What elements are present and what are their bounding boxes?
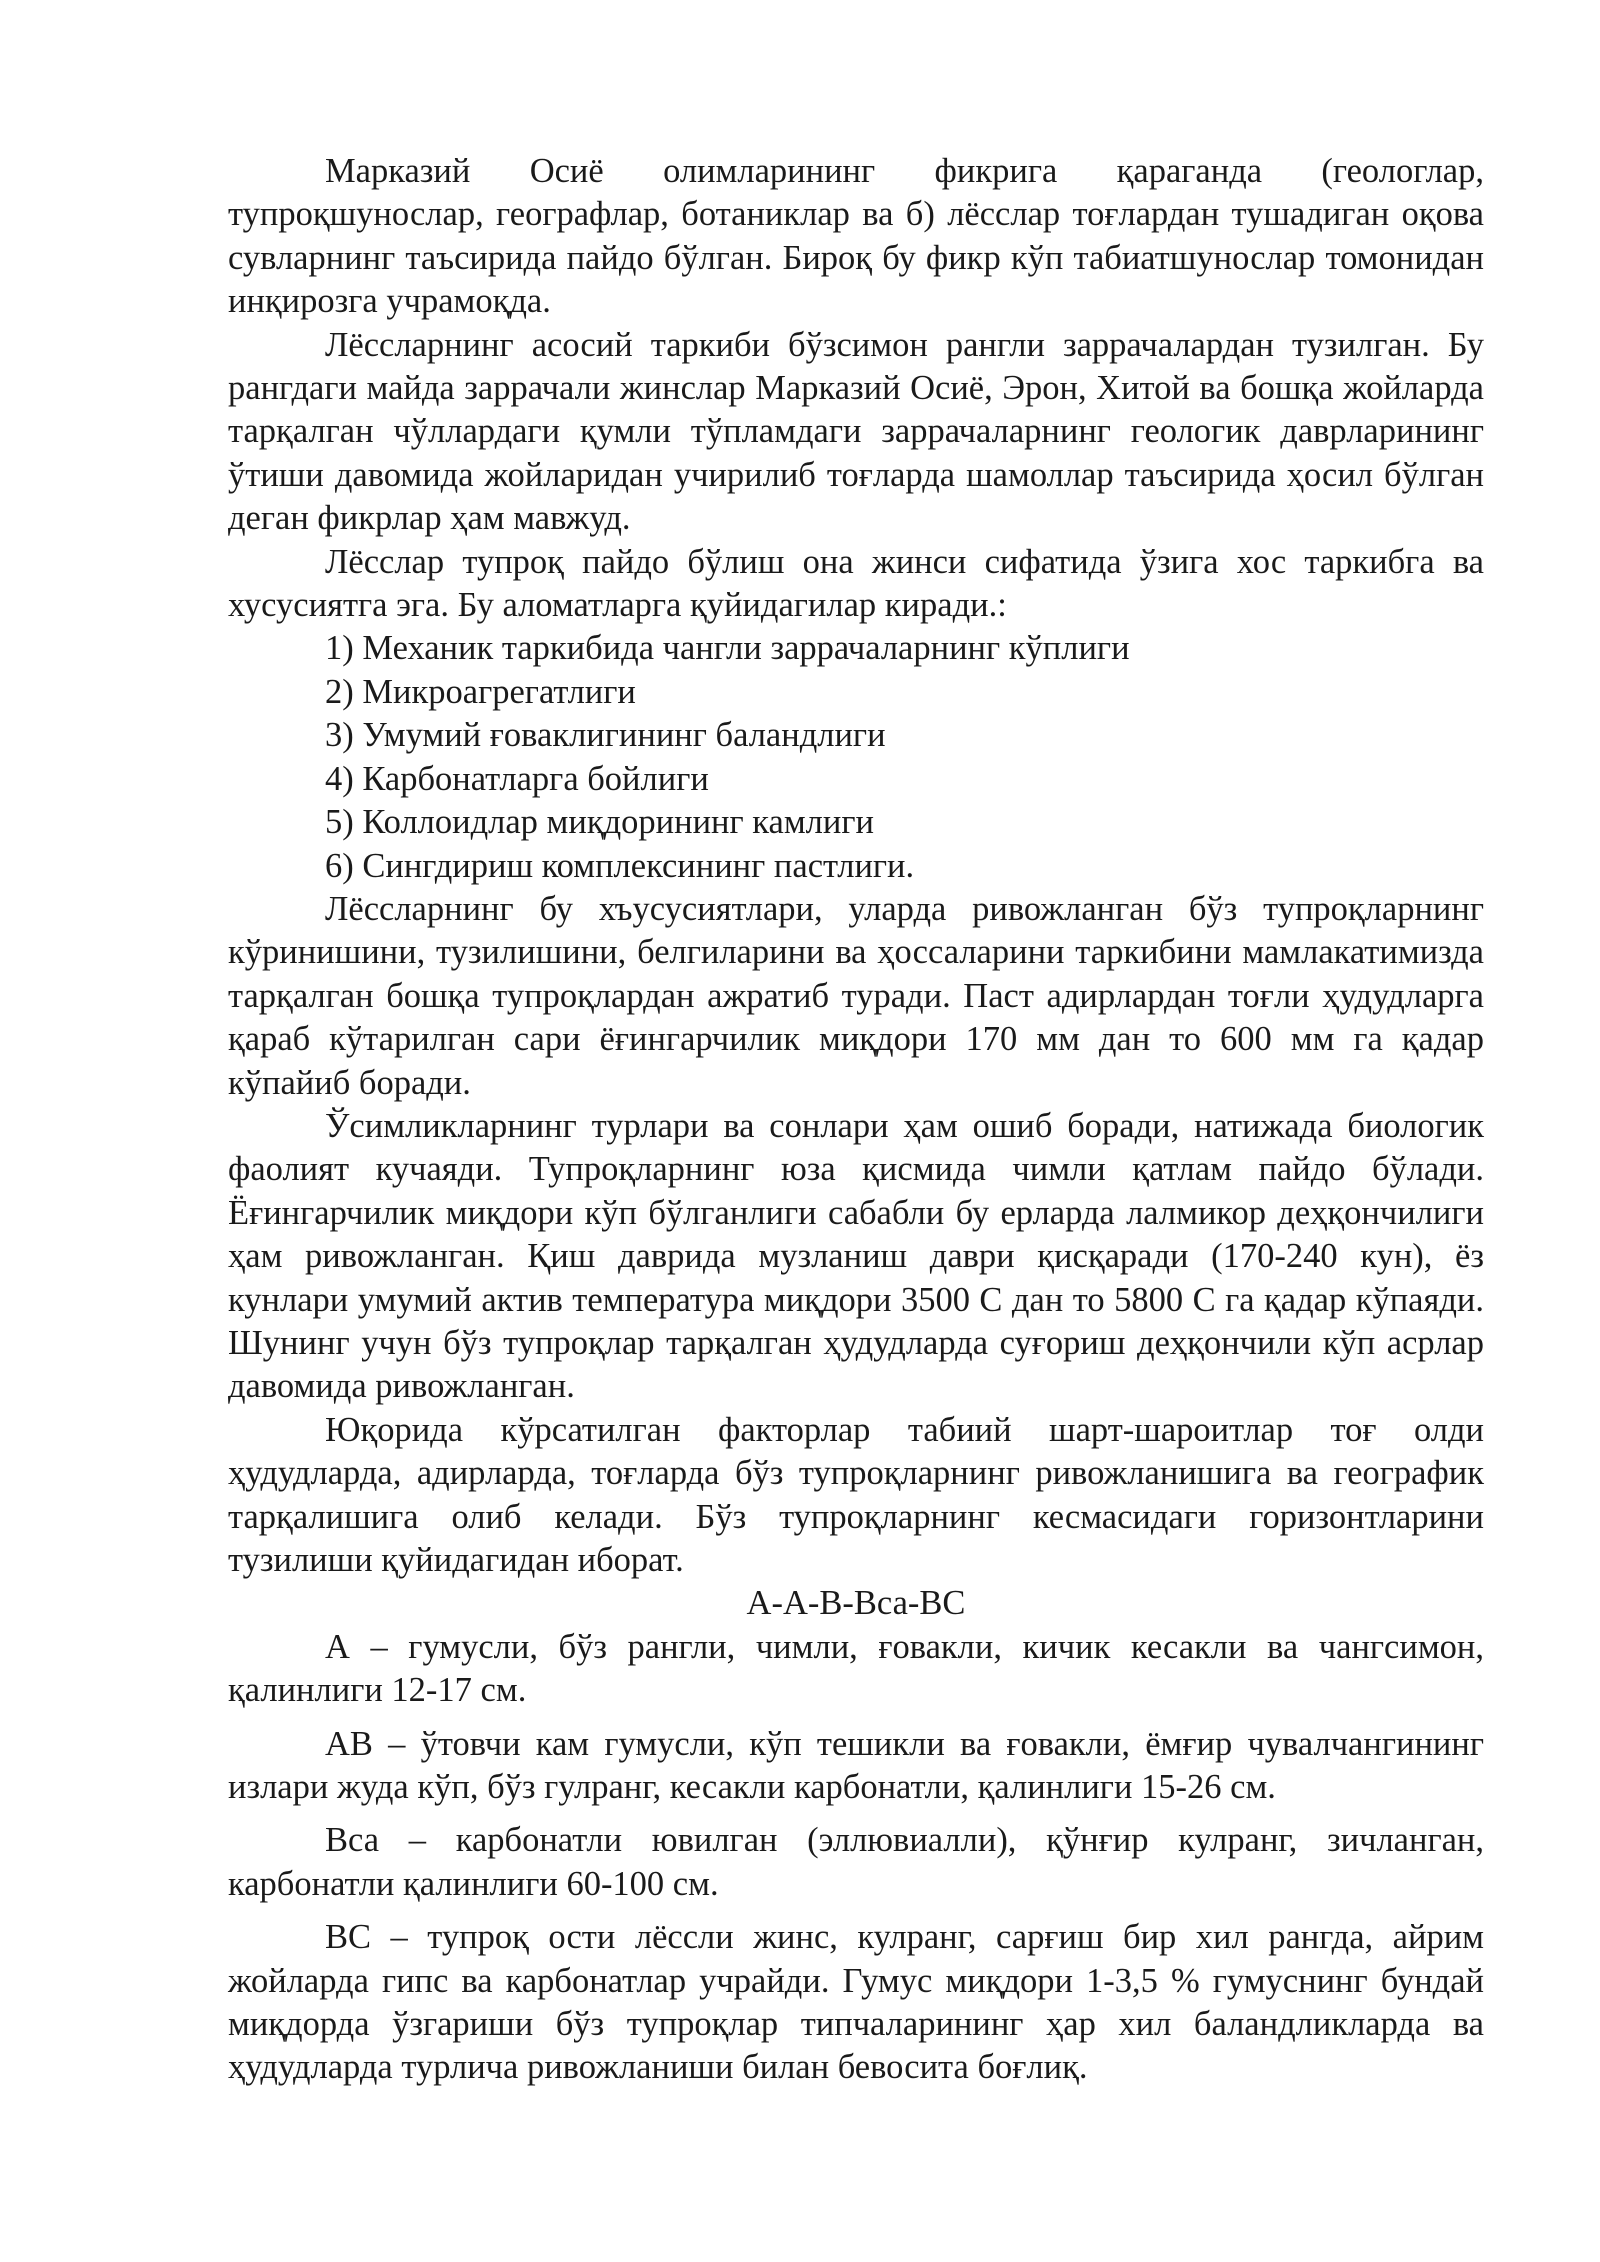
paragraph-vegetation: Ўсимликларнинг турлари ва сонлари ҳам ошиб боради, натижада биологик фаолият кучаяди. Тупроқларнинг юза қисмида чимли қатлам пайдо бўлади. Ёғингарчилик миқдори кўп бўлганлиги сабабли бу ерларда лалмикор деҳқончилиги ҳам ривожланган. Қиш даврида музланиш даври қисқаради (170-240 кун), ёз кунлари умумий актив температура миқдори 3500 С дан то 5800 С га қадар кўпаяди. Шунинг учун бўз тупроқлар тарқалган ҳудудларда суғориш деҳқончили кўп асрлар давомида ривожланган. <box>228 1106 1484 1406</box>
list-item: 1) Механик таркибида чангли заррачаларнинг кўплиги <box>325 629 1130 668</box>
paragraph-loess-origin-opinion: Марказий Осиё олимларининг фикрига қараганда (геологлар, тупроқшунослар, географлар, ботаниклар ва б) лёсслар тоғлардан тушадиган оқова сувларнинг таъсирида пайдо бўлган. Бироқ бу фикр кўп табиатшунослар томонидан инқирозга учрамоқда. <box>228 152 1484 321</box>
list-item: 6) Сингдириш комплексининг пастлиги. <box>325 846 915 885</box>
horizon-bc-description: ВС – тупроқ ости лёссли жинс, кулранг, сарғиш бир хил рангда, айрим жойларда гипс ва карбонатлар учрайди. Гумус миқдори 1-3,5 % гумуснинг бундай миқдорда ўзгариши бўз тупроқлар типчаларининг ҳар хил баландликларда ва ҳудудларда турлича ривожланиши билан бевосита боғлиқ. <box>228 1918 1484 2087</box>
list-item: 5) Коллоидлар миқдорининг камлиги <box>325 803 874 842</box>
horizon-bca-description: Вса – карбонатли ювилган (эллювиалли), қўнғир кулранг, зичланган, карбонатли қалинлиги 60-100 см. <box>228 1821 1484 1903</box>
list-item: 2) Микроагрегатлиги <box>325 672 636 711</box>
horizon-formula: А-А-В-Вса-ВС <box>746 1584 966 1623</box>
list-item: 4) Карбонатларга бойлиги <box>325 759 709 798</box>
paragraph-loess-properties-intro: Лёсслар тупроқ пайдо бўлиш она жинси сифатида ўзига хос таркибга ва хусусиятга эга. Бу аломатларга қуйидагилар киради.: <box>228 542 1484 625</box>
list-item: 3) Умумий ғоваклигининг баландлиги <box>325 716 886 755</box>
paragraph-factors: Юқорида кўрсатилган факторлар табиий шарт-шароитлар тоғ олди ҳудудларда, адирларда, тоғларда бўз тупроқларнинг ривожланишига ва географик тарқалишига олиб келади. Бўз тупроқларнинг кесмасидаги горизонтларини тузилиши қуйидагидан иборат. <box>228 1410 1484 1579</box>
loess-properties-list <box>228 627 1484 887</box>
horizon-ab-description: АВ – ўтовчи кам гумусли, кўп тешикли ва ғовакли, ёмғир чувалчангининг излари жуда кўп, бўз гулранг, кесакли карбонатли, қалинлиги 15-26 см. <box>228 1724 1484 1807</box>
document-page <box>228 150 1484 2090</box>
horizon-a-description: А – гумусли, бўз рангли, чимли, ғовакли, кичик кесакли ва чангсимон, қалинлиги 12-17 см. <box>228 1627 1484 1710</box>
paragraph-loess-composition: Лёссларнинг асосий таркиби бўзсимон рангли заррачалардан тузилган. Бу рангдаги майда заррачали жинслар Марказий Осиё, Эрон, Хитой ва бошқа жойларда тарқалган чўллардаги қумли тўпламдаги заррачаларнинг геологик даврларининг ўтиши давомида жойларидан учирилиб тоғларда шамоллар таъсирида ҳосил бўлган деган фикрлар ҳам мавжуд. <box>228 325 1484 538</box>
paragraph-loess-features: Лёссларнинг бу хъусусиятлари, уларда ривожланган бўз тупроқларнинг кўринишини, тузилишини, белгиларини ва ҳоссаларини таркибини мамлакатимизда тарқалган бошқа тупроқлардан ажратиб туради. Паст адирлардан тоғли ҳудудларга қараб кўтарилган сари ёғингарчилик миқдори 170 мм дан то 600 мм га қадар кўпайиб боради. <box>228 889 1484 1102</box>
